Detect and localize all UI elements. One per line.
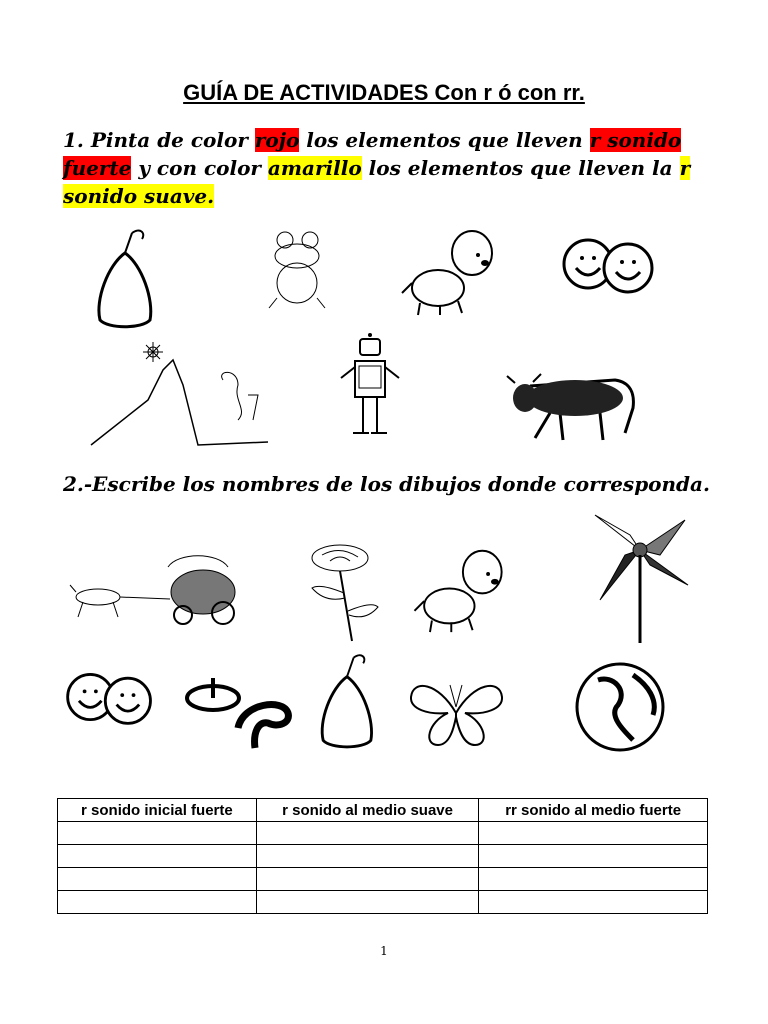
soft-r-label: r sonido suave. <box>63 156 691 208</box>
instruction-text-1: Pinta de color <box>90 128 248 152</box>
butterfly-picture <box>408 677 505 749</box>
table-cell[interactable] <box>58 822 257 845</box>
pear-picture-2 <box>313 650 381 750</box>
red-color-word: rojo <box>254 128 300 152</box>
activity-1-number: 1. <box>63 128 84 152</box>
table-cell[interactable] <box>256 845 479 868</box>
robot-picture <box>333 333 407 439</box>
table-cell[interactable] <box>58 868 257 891</box>
pinwheel-picture <box>590 510 692 645</box>
table-row <box>58 822 708 845</box>
yellow-color-word: amarillo <box>267 156 362 180</box>
page-title: GUÍA DE ACTIVIDADES Con r ó con rr. <box>183 80 585 105</box>
frog-picture <box>265 228 330 313</box>
horseshoe-picture <box>183 673 295 755</box>
header-rr-middle-strong: rr sonido al medio fuerte <box>479 799 708 822</box>
dog-picture <box>400 223 498 318</box>
table-cell[interactable] <box>479 822 708 845</box>
header-r-initial-strong: r sonido inicial fuerte <box>58 799 257 822</box>
strong-r-label: r sonido fuerte <box>63 128 682 180</box>
rose-picture <box>300 543 382 643</box>
table-header-row <box>58 799 708 822</box>
table-cell[interactable] <box>58 891 257 914</box>
earth-globe-picture <box>573 660 668 755</box>
table-cell[interactable] <box>256 868 479 891</box>
table-cell[interactable] <box>58 845 257 868</box>
table-row <box>58 891 708 914</box>
pear-picture <box>90 225 160 330</box>
twins-faces-picture-2 <box>62 665 158 730</box>
instruction-text-2: los elementos que lleven <box>306 128 583 152</box>
twins-faces-picture <box>558 232 660 297</box>
classification-table <box>57 798 708 914</box>
table-row <box>58 845 708 868</box>
carriage-picture <box>68 547 248 627</box>
bull-picture <box>505 368 650 446</box>
volcano-mountain-picture <box>88 340 273 450</box>
table-cell[interactable] <box>479 891 708 914</box>
activity-2-instruction: 2.-Escribe los nombres de los dibujos donde corresponda. <box>63 472 710 496</box>
activity-1-instruction <box>63 126 723 210</box>
table-cell[interactable] <box>479 868 708 891</box>
table-cell[interactable] <box>256 891 479 914</box>
table-row <box>58 868 708 891</box>
header-r-middle-soft: r sonido al medio suave <box>256 799 479 822</box>
dog-picture-2 <box>412 543 508 635</box>
table-cell[interactable] <box>479 845 708 868</box>
page-number: 1 <box>380 944 388 958</box>
instruction-text-4: los elementos que lleven la <box>368 156 673 180</box>
instruction-text-3: y con color <box>138 156 261 180</box>
table-cell[interactable] <box>256 822 479 845</box>
